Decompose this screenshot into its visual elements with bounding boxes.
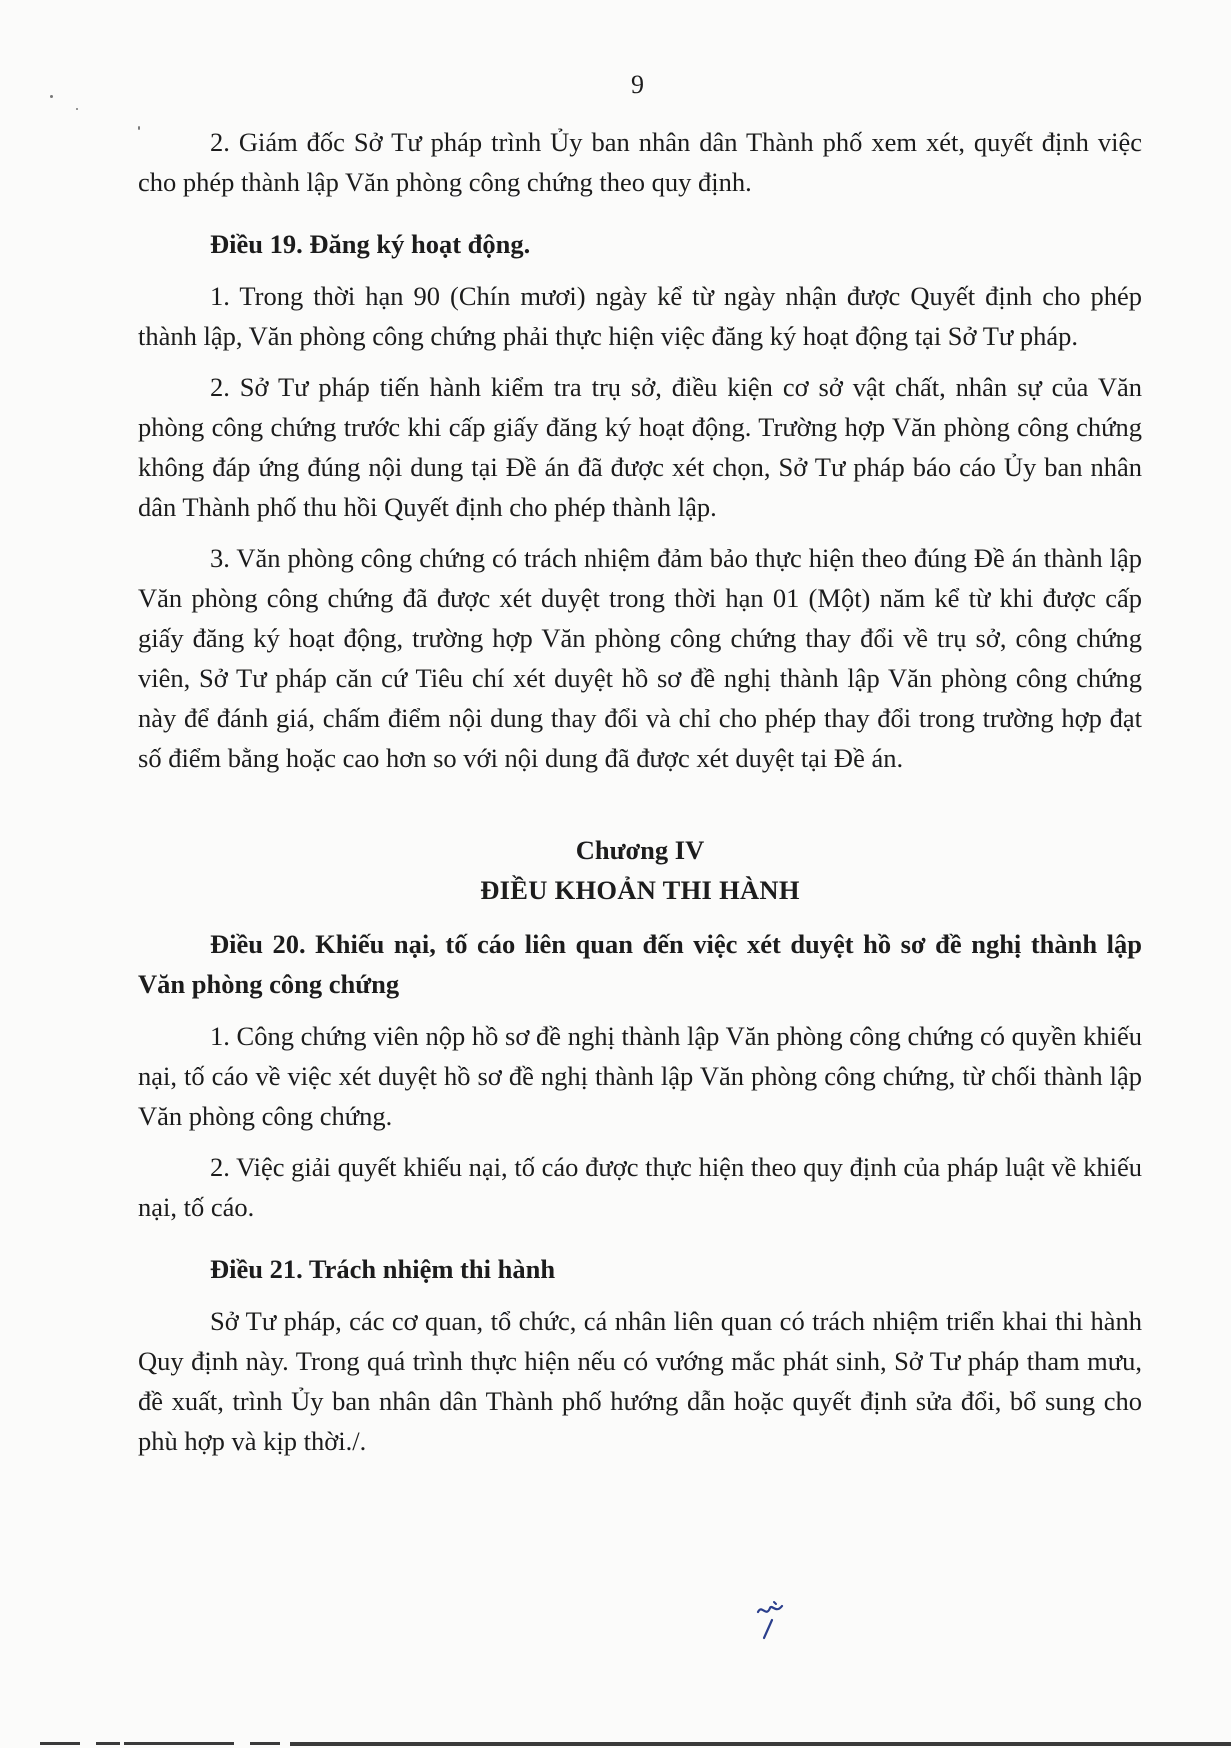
article-19-paragraph: 1. Trong thời hạn 90 (Chín mươi) ngày kể từ ngày nhận được Quyết định cho phép thành lập, Văn phòng công chứng phải thực hiện việc đăng ký hoạt động tại Sở Tư pháp. (138, 281, 1142, 351)
page-number: 9 (631, 70, 644, 99)
article-19-title: Điều 19. Đăng ký hoạt động. (210, 229, 531, 259)
article-21-paragraph: Sở Tư pháp, các cơ quan, tổ chức, cá nhân liên quan có trách nhiệm triển khai thi hành Quy định này. Trong quá trình thực hiện nếu có vướng mắc phát sinh, Sở Tư pháp tham mưu, đề xuất, trình Ủy ban nhân dân Thành phố hướng dẫn hoặc quyết định sửa đổi, bổ sung cho phù hợp và kịp thời./. (138, 1306, 1142, 1456)
article-19-paragraph: 2. Sở Tư pháp tiến hành kiểm tra trụ sở, điều kiện cơ sở vật chất, nhân sự của Văn phòng công chứng trước khi cấp giấy đăng ký hoạt động. Trường hợp Văn phòng công chứng không đáp ứng đúng nội dung tại Đề án đã được xét chọn, Sở Tư pháp báo cáo Ủy ban nhân dân Thành phố thu hồi Quyết định cho phép thành lập. (138, 372, 1142, 522)
scan-speck (50, 95, 53, 98)
article-20-paragraph: 2. Việc giải quyết khiếu nại, tố cáo được thực hiện theo quy định của pháp luật về khiếu nại, tố cáo. (138, 1152, 1142, 1222)
document-body (138, 122, 1142, 1472)
article-21-title: Điều 21. Trách nhiệm thi hành (210, 1254, 556, 1284)
scan-edge-artifact (0, 1738, 1231, 1748)
article-19-paragraph: 3. Văn phòng công chứng có trách nhiệm đảm bảo thực hiện theo đúng Đề án thành lập Văn phòng công chứng đã được xét duyệt trong thời hạn 01 (Một) năm kể từ khi được cấp giấy đăng ký hoạt động, trường hợp Văn phòng công chứng thay đổi về trụ sở, công chứng viên, Sở Tư pháp căn cứ Tiêu chí xét duyệt hồ sơ đề nghị thành lập Văn phòng công chứng này để đánh giá, chấm điểm nội dung thay đổi và chỉ cho phép thay đổi trong trường hợp đạt số điểm bằng hoặc cao hơn so với nội dung đã được xét duyệt tại Đề án. (138, 543, 1142, 773)
handwritten-initial-icon (752, 1598, 792, 1642)
scan-speck (76, 108, 78, 110)
paragraph-intro: 2. Giám đốc Sở Tư pháp trình Ủy ban nhân dân Thành phố xem xét, quyết định việc cho phép thành lập Văn phòng công chứng theo quy định. (138, 127, 1142, 197)
chapter-label: Chương IV (575, 835, 705, 865)
article-20-title: Điều 20. Khiếu nại, tố cáo liên quan đến việc xét duyệt hồ sơ đề nghị thành lập Văn phòng công chứng (138, 929, 1142, 999)
chapter-title: ĐIỀU KHOẢN THI HÀNH (480, 875, 800, 905)
chapter-heading (138, 830, 1142, 910)
article-20-paragraph: 1. Công chứng viên nộp hồ sơ đề nghị thành lập Văn phòng công chứng có quyền khiếu nại, tố cáo về việc xét duyệt hồ sơ đề nghị thành lập Văn phòng công chứng, từ chối thành lập Văn phòng công chứng. (138, 1021, 1142, 1131)
